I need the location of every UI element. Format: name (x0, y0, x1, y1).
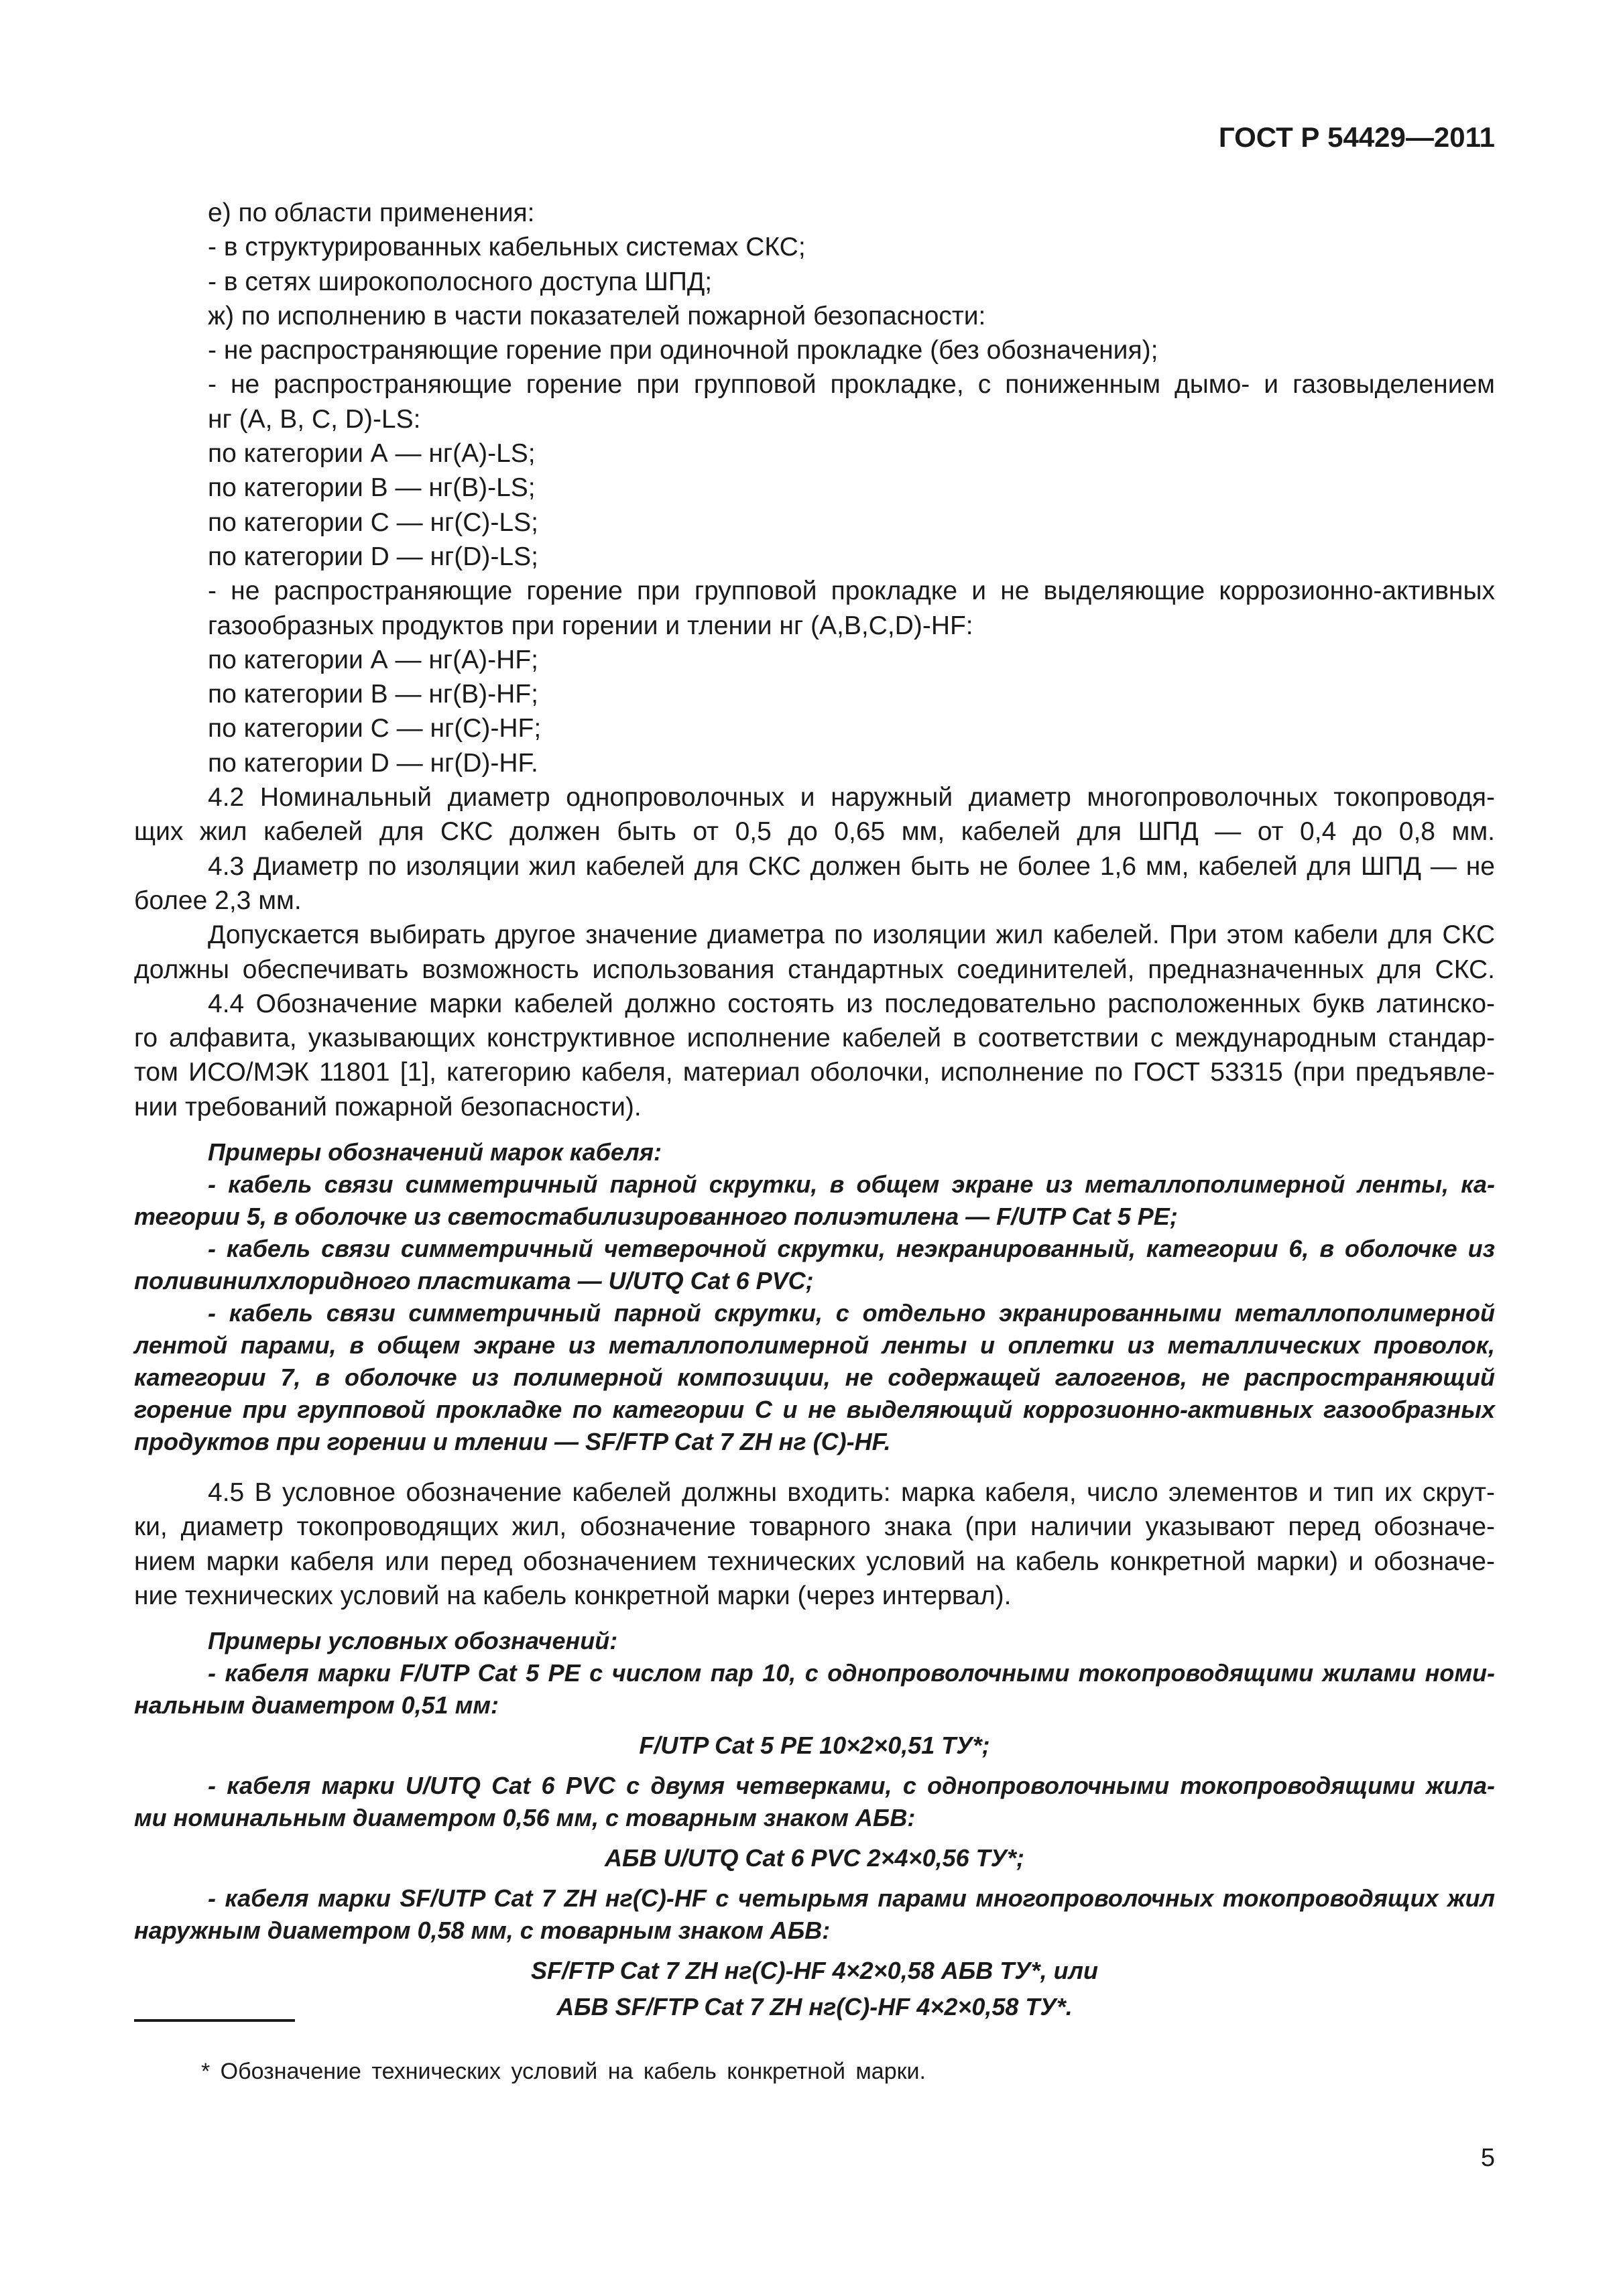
examples-title: Примеры обозначений марок кабеля: (208, 1138, 662, 1166)
paragraph-line: более 2,3 мм. (134, 886, 302, 915)
list-item: по категории С — нг(С)-LS; (208, 507, 538, 537)
paragraph-line: должны обеспечивать возможность использования стандартных соединителей, предназначенных для СКС. (134, 955, 1495, 984)
list-item: - не распространяющие горение при групповой прокладке, с пониженным дымо- и газовыделением (208, 370, 1495, 400)
paragraph-line: нием марки кабеля или перед обозначением технических условий на кабель конкретной марки) и обозначе- (134, 1547, 1495, 1576)
list-item: газообразных продуктов при горении и тлении нг (А,В,С,D)-HF: (208, 611, 973, 640)
example-line: поливинилхлоридного пластиката — U/UTQ Cat 6 PVC; (134, 1267, 814, 1295)
list-item: - в структурированных кабельных системах СКС; (208, 233, 806, 262)
list-item: - не распространяющие горение при групповой прокладке и не выделяющие коррозионно-активных (208, 577, 1495, 606)
footnote-separator (134, 2019, 295, 2022)
paragraph-line: том ИСО/МЭК 11801 [1], категорию кабеля, материал оболочки, исполнение по ГОСТ 53315 (при предъявле- (134, 1058, 1495, 1087)
paragraph-line: ние технических условий на кабель конкретной марки (через интервал). (134, 1581, 1012, 1610)
example-line: тегории 5, в оболочке из светостабилизированного полиэтилена — F/UTP Cat 5 PE; (134, 1203, 1178, 1231)
example-line: продуктов при горении и тлении — SF/FTP Cat 7 ZH нг (С)-HF. (134, 1428, 891, 1456)
designation-code: АБВ SF/FTP Cat 7 ZH нг(С)-HF 4×2×0,58 ТУ*. (556, 1993, 1073, 2021)
footnote: * Обозначение технических условий на кабель конкретной марки. (201, 2059, 926, 2084)
paragraph-line: 4.4 Обозначение марки кабелей должно состоять из последовательно расположенных букв латинско- (208, 989, 1495, 1018)
paragraph-line: Допускается выбирать другое значение диаметра по изоляции жил кабелей. При этом кабели для СКС (208, 920, 1495, 950)
designation-code: SF/FTP Cat 7 ZH нг(С)-HF 4×2×0,58 АБВ ТУ*, или (531, 1957, 1098, 1985)
examples-conventional-designations (134, 1625, 1495, 2023)
list-item: по категории А — нг(А)-LS; (208, 439, 536, 469)
list-item: ж) по исполнению в части показателей пожарной безопасности: (208, 301, 986, 330)
list-item: по категории В — нг(В)-LS; (208, 473, 536, 503)
example-line: - кабель связи симметричный парной скрутки, в общем экране из металлополимерной ленты, ка- (208, 1170, 1495, 1199)
paragraph-line: го алфавита, указывающих конструктивное исполнение кабелей в соответствии с международным стандар- (134, 1024, 1495, 1053)
examples-title: Примеры условных обозначений: (208, 1627, 618, 1655)
paragraph-line: 4.5 В условное обозначение кабелей должны входить: марка кабеля, число элементов и тип их скрут- (208, 1478, 1495, 1508)
list-item: по категории D — нг(D)-LS; (208, 542, 538, 571)
clause-4-4 (134, 987, 1495, 1124)
page-number: 5 (1480, 2144, 1495, 2172)
list-item: - не распространяющие горение при одиночной прокладке (без обозначения); (208, 336, 1158, 365)
paragraph-line: 4.3 Диаметр по изоляции жил кабелей для СКС должен быть не более 1,6 мм, кабелей для ШПД — не (208, 851, 1495, 881)
paragraph-line: нии требований пожарной безопасности). (134, 1092, 642, 1122)
list-item: по категории D — нг(D)-HF. (208, 748, 538, 778)
example-line: наружным диаметром 0,58 мм, с товарным знаком АБВ: (134, 1917, 831, 1945)
classification-list (134, 196, 1495, 780)
clause-4-3 (134, 849, 1495, 987)
example-line: - кабеля марки SF/UTP Cat 7 ZH нг(С)-HF с четырьмя парами многопроволочных токопроводящих жил (208, 1884, 1495, 1913)
clause-4-5 (134, 1475, 1495, 1613)
example-line: - кабель связи симметричный четверочной скрутки, неэкранированный, категории 6, в оболочке из (208, 1235, 1495, 1263)
paragraph-line: щих жил кабелей для СКС должен быть от 0,5 до 0,65 мм, кабелей для ШПД — от 0,4 до 0,8 мм. (134, 817, 1495, 847)
list-item: - в сетях широкополосного доступа ШПД; (208, 267, 713, 296)
example-line: лентой парами, в общем экране из металлополимерной ленты и оплетки из металлических проволок, (134, 1331, 1495, 1360)
example-line: категории 7, в оболочке из полимерной композиции, не содержащей галогенов, не распространяющий (134, 1364, 1495, 1392)
example-line: ми номинальным диаметром 0,56 мм, с товарным знаком АБВ: (134, 1804, 916, 1832)
clause-4-2 (134, 780, 1495, 849)
example-line: горение при групповой прокладке по категории С и не выделяющий коррозионно-активных газообразных (134, 1396, 1495, 1424)
paragraph-line: 4.2 Номинальный диаметр однопроволочных и наружный диаметр многопроволочных токопроводя- (208, 783, 1495, 812)
designation-code: F/UTP Cat 5 PE 10×2×0,51 ТУ*; (639, 1732, 990, 1760)
designation-code: АБВ U/UTQ Cat 6 PVC 2×4×0,56 ТУ*; (604, 1844, 1025, 1872)
list-item: нг (А, В, С, D)-LS: (208, 404, 421, 434)
list-item: по категории С — нг(С)-HF; (208, 714, 542, 743)
document-code: ГОСТ Р 54429—2011 (1218, 121, 1495, 153)
list-item: по категории В — нг(В)-HF; (208, 680, 538, 709)
example-line: - кабель связи симметричный парной скрутки, с отдельно экранированными металлополимерной (208, 1299, 1495, 1327)
example-line: - кабеля марки U/UTQ Cat 6 PVC с двумя четверками, с однопроволочными токопроводящими жила- (208, 1772, 1495, 1800)
example-line: - кабеля марки F/UTP Cat 5 PE с числом пар 10, с однопроволочными токопроводящими жилами номи- (208, 1659, 1495, 1687)
example-line: нальным диаметром 0,51 мм: (134, 1691, 499, 1719)
examples-brand-designations (134, 1136, 1495, 1458)
paragraph-line: ки, диаметр токопроводящих жил, обозначение товарного знака (при наличии указывают перед обозначе- (134, 1512, 1495, 1542)
list-item: е) по области применения: (208, 198, 535, 227)
list-item: по категории А — нг(А)-HF; (208, 645, 538, 674)
document-body (134, 196, 1495, 2023)
